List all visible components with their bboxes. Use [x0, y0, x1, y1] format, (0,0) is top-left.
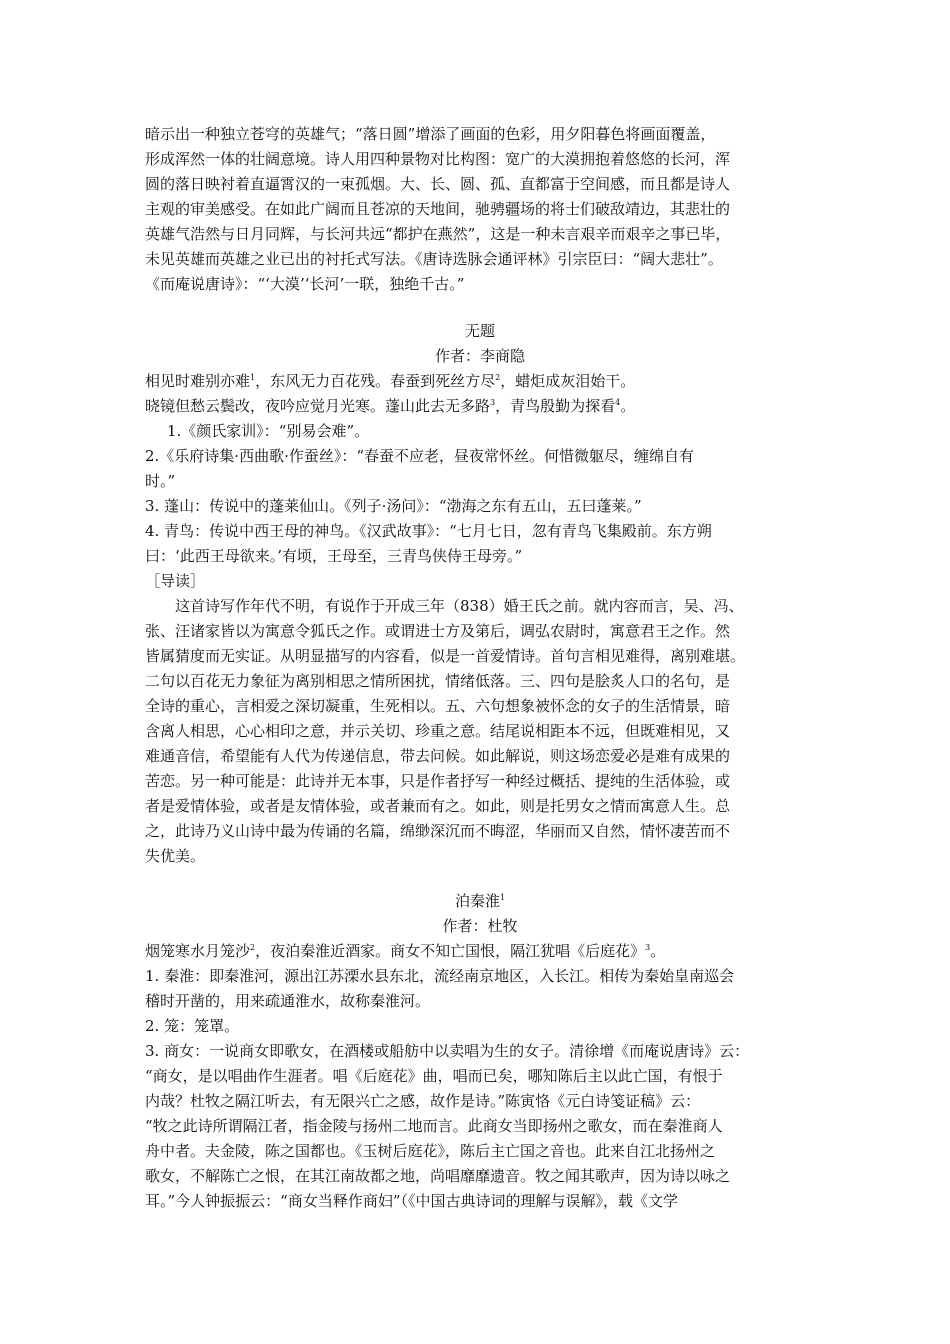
footnote: 曰：‘此西王母欲来。’有顷，王母至，三青鸟侠侍王母旁。”: [145, 547, 523, 565]
footnote: 时。”: [145, 472, 176, 490]
text-line: 未见英雄而英雄之业已出的衬托式写法。《唐诗选脉会通评林》引宗臣曰：“阔大悲壮”。: [145, 250, 723, 268]
text-line: 全诗的重心，言相爱之深切凝重，生死相以。五、六句想象被怀念的女子的生活情景，暗: [145, 697, 731, 715]
footnote: 3. 商女：一说商女即歌女，在酒楼或船舫中以卖唱为生的女子。清徐增《而庵说唐诗》云：: [145, 1042, 750, 1060]
text-line: 二句以百花无力象征为离别相思之情所困扰，情绪低落。三、四句是脍炙人口的名句，是: [145, 672, 731, 690]
footnote-marker: 2: [495, 373, 501, 382]
text-line: 难通音信，希望能有人代为传递信息，带去问候。如此解说，则这场恋爱必是难有成果的: [145, 747, 731, 765]
text-line: 含离人相思，心心相印之意，并示关切、珍重之意。结尾说相距本不远，但既难相见，又: [145, 722, 731, 740]
text-line: 苦恋。另一种可能是：此诗并无本事，只是作者抒写一种经过概括、提纯的生活体验，或: [145, 772, 731, 790]
text-line: 主观的审美感受。在如此广阔而且苍凉的天地间，驰骋疆场的将士们破敌靖边，其悲壮的: [145, 200, 731, 218]
footnote: 稽时开凿的，用来疏通淮水，故称秦淮河。: [145, 992, 431, 1010]
text-line: 圆的落日映衬着直逼霄汉的一束孤烟。大、长、圆、孤、直都富于空间感，而且都是诗人: [145, 175, 731, 193]
poem-author: 作者：杜牧: [442, 917, 518, 935]
footnote: 歌女，不解陈亡之恨，在其江南故都之地，尚唱靡靡遗音。牧之闻其歌声，因为诗以咏之: [145, 1167, 731, 1185]
text-line: 失优美。: [145, 847, 206, 865]
poem-body: [145, 369, 815, 419]
poem-title: 泊秦淮$^1$: [454, 892, 506, 910]
text-line: 形成浑然一体的壮阔意境。诗人用四种景物对比构图：宽广的大漠拥抱着悠悠的长河，浑: [145, 150, 731, 168]
poem-line: 晓镜但愁云鬓改，夜吟应觉月光寒。蓬山此去无多路$^3$，青鸟殷勤为探看$^4$。: [145, 397, 636, 415]
text-line: 暗示出一种独立苍穹的英雄气；“落日圆”增添了画面的色彩，用夕阳暮色将画面覆盖，: [145, 125, 716, 143]
footnote: “牧之此诗所谓隔江者，指金陵与扬州二地而言。此商女当即扬州之歌女，而在秦淮商人: [145, 1117, 723, 1135]
intro-paragraph: [145, 122, 815, 297]
poem-title: 无题: [464, 322, 495, 340]
text-line: 者是爱情体验，或者是友情体验，或者兼而有之。如此，则是托男女之情而寓意人生。总: [145, 797, 731, 815]
footnote: 1.《颜氏家训》：“别易会难”。: [167, 422, 370, 440]
text-line: 皆属猜度而无实证。从明显描写的内容看，似是一首爱情诗。首句言相见难得，离别难堪。: [145, 647, 746, 665]
footnote-marker: 1: [250, 373, 256, 382]
footnote: 4. 青鸟：传说中西王母的神鸟。《汉武故事》：“七月七日，忽有青鸟飞集殿前。东方朔: [145, 522, 712, 540]
footnote: 舟中者。夫金陵，陈之国都也。《玉树后庭花》，陈后主亡国之音也。此来自江北扬州之: [145, 1142, 716, 1160]
guide-label: ［导读］: [145, 572, 206, 590]
text-line: 英雄气浩然与日月同辉，与长河共远“都护在燕然”，这是一种未言艰辛而艰辛之事已毕，: [145, 225, 731, 243]
footnote: 3. 蓬山：传说中的蓬莱仙山。《列子·汤问》：“渤海之东有五山，五曰蓬莱。”: [145, 497, 642, 515]
footnote-marker: 4: [615, 398, 621, 407]
document-page: [145, 122, 815, 1214]
footnote-marker: 2: [250, 943, 256, 952]
footnote: 2. 笼：笼罩。: [145, 1017, 240, 1035]
text-line: 《而庵说唐诗》：“‘大漠’‘长河’一联，独绝千古。”: [145, 275, 465, 293]
text-line: 之，此诗乃义山诗中最为传诵的名篇，绵缈深沉而不晦涩，华丽而又自然，情怀凄苦而不: [145, 822, 731, 840]
footnote-marker: 1: [499, 893, 506, 902]
poem-line: 相见时难别亦难$^1$，东风无力百花残。春蚕到死丝方尽$^2$，蜡炬成灰泪始干。: [145, 372, 636, 390]
footnote: 内哉？杜牧之隔江听去，有无限兴亡之感，故作是诗。”陈寅恪《元白诗笺证稿》云：: [145, 1092, 701, 1110]
footnote: 2.《乐府诗集·西曲歌·作蚕丝》：“春蚕不应老，昼夜常怀丝。何惜微躯尽，缠绵自有: [145, 447, 695, 465]
text-line: 张、汪诸家皆以为寓意令狐氏之作。或谓进士方及第后，调弘农尉时，寓意君王之作。然: [145, 622, 731, 640]
poem-line: 烟笼寒水月笼沙$^2$，夜泊秦淮近酒家。商女不知亡国恨，隔江犹唱《后庭花》$^3$。: [145, 942, 666, 960]
guide-section: [145, 569, 815, 869]
footnotes: [145, 964, 815, 1214]
footnote: 1. 秦淮：即秦淮河，源出江苏溧水县东北，流经南京地区，入长江。相传为秦始皇南巡会: [145, 967, 735, 985]
footnotes: [145, 419, 815, 569]
text-line: 这首诗写作年代不明，有说作于开成三年（838）婚王氏之前。就内容而言，吴、冯、: [145, 597, 744, 615]
footnote: 耳。”今人钟振振云：“商女当释作商妇”（《中国古典诗词的理解与误解》，载《文学: [145, 1192, 679, 1210]
footnote-marker: 3: [645, 943, 651, 952]
footnote-marker: 3: [490, 398, 496, 407]
poem-author: 作者：李商隐: [434, 347, 525, 365]
poem-body: [145, 939, 815, 964]
footnote: “商女，是以唱曲作生涯者。唱《后庭花》曲，唱而已矣，哪知陈后主以此亡国，有恨于: [145, 1067, 723, 1085]
